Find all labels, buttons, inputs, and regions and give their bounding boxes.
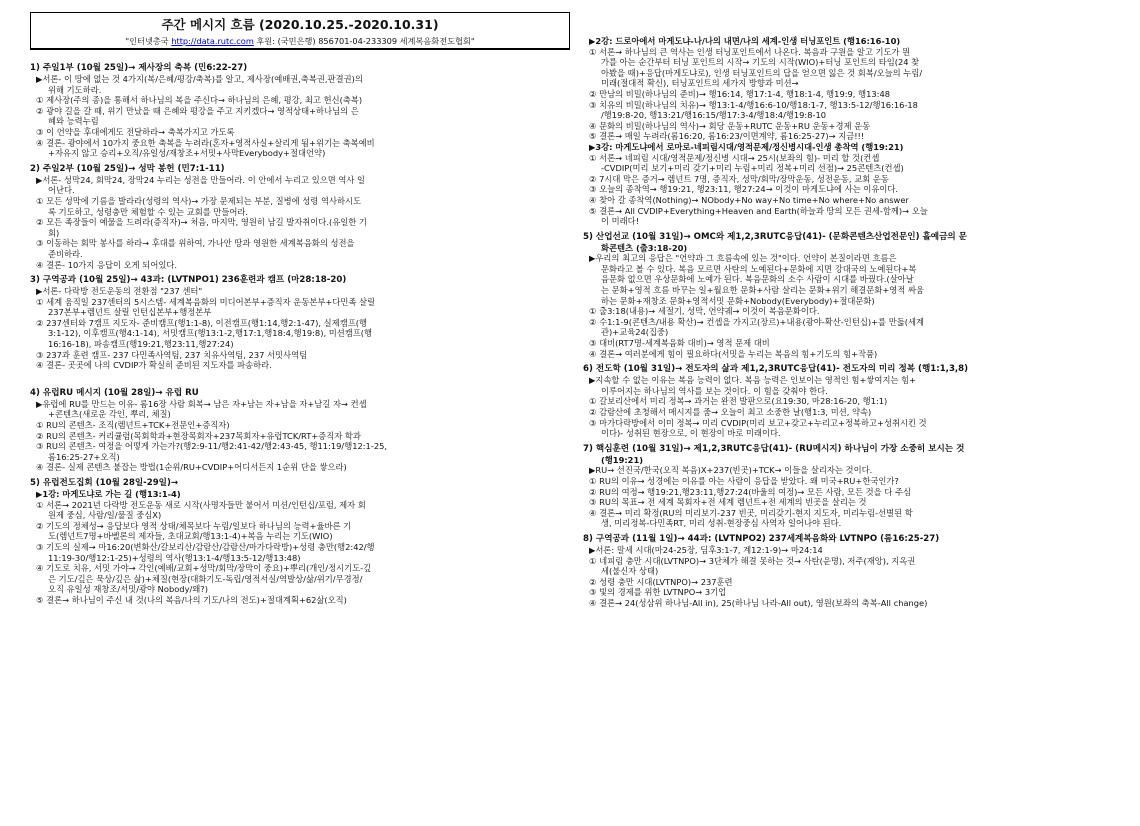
list-item: ① 출3:18(내용)→ 세절기, 성막, 언약궤→ 이것이 복음문화이다. <box>589 306 820 317</box>
section-heading: 2) 주일2부 (10월 25일)→ 성막 봉헌 (민7:1-11) <box>30 163 225 174</box>
list-item: ③ RU의 목표→ 전 세계 목회자+전 세계 렘넌트+전 세계의 빈곳을 살리는 것 <box>589 497 867 508</box>
continuation-line: 회) <box>48 227 60 238</box>
intro-line: ▶서론: 말세 시대(마24-25장, 딤후3:1-7, 계12:1-9)→ 마24:14 <box>589 544 823 555</box>
continuation-line: 롬16:25-27+오직) <box>48 451 120 462</box>
intro-line: ▶서론- 이 땅에 없는 것 4가지(복/은혜/평강/축복)를 알고, 제사장(예배권,축복권,판결권)의 <box>36 74 363 84</box>
continuation-line: +콘텐츠(새로운 각인, 뿌리, 체질) <box>48 409 171 420</box>
list-item: ① RU의 이유→ 성경에는 이유를 아는 사람이 응답을 받았다. 왜 미국+RU+한국인가? <box>589 475 899 486</box>
list-item: ① 서론→ 네피림 시대/영적문제/정신병 시대→ 25시(보좌의 힘)- 미리 할 것(컨셉 <box>589 152 880 163</box>
list-item: ⑤ 결론→ 매일 누려라(롬16:20, 롬16:23/이면계약, 롬16:25-27)→ 지금!!! <box>589 131 865 142</box>
list-item: ① RU의 콘텐츠- 조직(렘넌트+TCK+전문인+증직자) <box>36 420 230 431</box>
continuation-line: 생, 미리정복-다민족RT, 미리 성취-현장중심 사역자 일어나야 된다. <box>601 518 842 529</box>
list-item: ④ 결론→ 여러분에게 힘이 필요하다(서밋을 누리는 복음의 힘+기도의 힘+작품) <box>589 348 878 359</box>
list-item: ④ 문화의 비밀(하나님의 역사)→ 회당 운동+RUTC 운동+RU 운동+경제 운동 <box>589 120 871 131</box>
list-item: ② 7시대 막은 증거→ 렘넌트 7명, 증직자, 성막/회막/장막운동, 성전운동, 교회 운동 <box>589 173 889 184</box>
continuation-line: 준비하라. <box>48 248 83 259</box>
list-item: ③ 대비(RT7명-세계복음화 대비)→ 영적 문제 대비 <box>589 338 770 349</box>
page-title: 주간 메시지 흐름 (2020.10.25.-2020.10.31) <box>161 17 439 32</box>
intro-line: ▶2강: 드로아에서 마게도냐-나/나의 내면/나의 세계-인생 터닝포인트 (행16:16-10) <box>589 36 901 46</box>
list-item: ④ 결론→ 24(성삼위 하나님-All in), 25(하나님 나라-All out), 영원(보좌의 축복-All change) <box>589 597 928 608</box>
continuation-line: -CVDIP(미리 보기+미리 갖기+미리 누림+미리 정복+미리 선점)→ 25콘텐츠(컨셉) <box>601 163 904 174</box>
list-item: ③ 이동하는 회막 봉사를 하라→ 후대를 위하여, 가나안 땅과 영원한 세계복음화의 성전을 <box>36 238 355 249</box>
list-item: ② 기도의 정체성→ 응답보다 영적 상태/체목보다 누림/일보다 하나님의 능력+율바른 기 <box>36 520 352 531</box>
continuation-line: 화콘텐츠 (출3:18-20) <box>601 242 688 253</box>
list-item: ③ 치유의 비밀(하나님의 치유)→ 행13:1-4/행16:6-10/행18:1-7, 행13:5-12/행16:16-18 <box>589 99 918 110</box>
continuation-line: 세(불신자 상태) <box>601 566 659 577</box>
header-box <box>30 12 570 48</box>
list-item: ② 감람산에 초청해서 메시지를 줌→ 오늘이 최고 소중한 날(행1:3, 미션, 약속) <box>589 407 872 417</box>
header-prefix: "인터넷총국 <box>125 36 172 46</box>
website-link[interactable]: http://data.rutc.com <box>171 36 254 46</box>
list-item: ⑤ 결론→ All CVDIP+Everything+Heaven and Earth(하늘과 땅의 모든 권세-함께)→ 오늘 <box>589 205 928 216</box>
continuation-line: 록 기도하고, 성령충만 체험할 수 있는 교회를 만들어라. <box>48 206 249 217</box>
intro-line: ▶서론- 성막24, 회막24, 장막24 누리는 성전을 만들어라. 이 안에서 누리고 있으면 역사 일 <box>36 174 366 185</box>
continuation-line: 3:1-12), 이후캠프(행4:1-14), 서밋캠프(행13:1-2,행17:1,행18:4,행19:8), 미션캠프(행 <box>48 328 373 339</box>
list-item: ② 수1:1-9(콘텐츠/내용 확산)→ 컨셉을 가지고(장르)+내용(광야-확산-인턴십)+를 만듦(세계 <box>589 316 924 327</box>
right-body <box>583 36 1123 609</box>
section-heading: 8) 구역공과 (11월 1일)→ 44과: (LVTNPO2) 237세계복음화와 LVTNPO (롬16:25-27) <box>583 533 940 544</box>
list-item: ① 모든 성막에 기름을 발라라(성령의 역사)→ 가장 문제되는 부분, 질병에 성령 역사하시도 <box>36 195 362 206</box>
list-item: ① 네피림 충만 시대(LVTNPO)→ 3단체가 해결 못하는 것→ 사탄(운명), 저주(재앙), 지옥권 <box>589 555 916 566</box>
intro-line: ▶3강: 마게도냐에서 로마로-네피림시대/영적문제/정신병시대-인생 총착역 (행19:21) <box>589 141 904 152</box>
continuation-line: 어난다. <box>48 185 75 196</box>
continuation-line: 음문화 없으면 우상문화에 노예가 된다. 복음문화의 소수 사람이 시대를 바꿨다.(살아날 <box>601 274 914 285</box>
list-item: ③ 오늘의 종착역→ 행19:21, 행23:11, 행27:24→ 이것이 마게도냐에 사는 이유이다. <box>589 184 899 195</box>
section-heading: 5) 산업선교 (10월 31일)→ OMC와 제1,2,3RUTC응답(41)- (문화콘텐츠산업전문인) 흘예금의 문 <box>583 231 967 242</box>
continuation-line: 관)+교육24(집중) <box>601 327 669 338</box>
header-subtitle <box>31 36 569 47</box>
list-item: ④ 기도로 치유, 서밋 가야→ 각인(예배/교회+성막/회막/장막이 중요)+뿌리(개인/정시기도-깊 <box>36 563 372 574</box>
continuation-line: 이루어지는 하나님의 역사를 보는 것이다. 이 힘을 갖춰야 한다. <box>601 385 828 396</box>
continuation-line: 도(렘넌트7명+바벨론의 제자들, 초대교회/행13:1-4)+복음 누리는 기도(WIO) <box>48 531 333 542</box>
intro-line: ▶유럽에 RU를 만드는 이유- 롬16장 사람 회복→ 남은 자+남는 자+남을 자+남길 자→ 컨셉 <box>36 398 367 409</box>
continuation-line: 미래(절대적 확신), 터닝포인트의 세가지 방향과 미션→ <box>601 78 799 89</box>
list-item: ② 만남의 비밀(하나님의 준비)→ 행16:14, 행17:1-4, 행18:1-4, 행19:9, 행13:48 <box>589 88 891 99</box>
continuation-line: 아봤을 때)+응답(마게도냐로), 인생 터닝포인트의 답을 얻으면 잃은 것 회복/오늘의 누림/ <box>601 67 923 78</box>
continuation-line: 가를 아는 순간부터 터닝 포인트의 시작→ 기도의 시작(WIO)+터닝 포인트의 타임(24 찾 <box>601 57 920 68</box>
list-item: ② RU의 여정→ 행19:21,행23:11,행27:24(바울의 여정)→ 모든 사람, 모든 것을 다 주심 <box>589 486 911 497</box>
list-item: ② 성령 충만 시대(LVTNPO)→ 237훈련 <box>589 576 733 587</box>
header-suffix: 후원: (국민은행) 856701-04-233309 세계복음화전도협회" <box>253 36 475 46</box>
list-item: ④ 결론- 실제 콘텐츠 붙잡는 방법(1순위/RU+CVDIP+어디서든지 1순위 단을 쌓으라) <box>36 462 347 473</box>
list-item: ③ 빛의 경제를 위한 LVTNPO→ 3기업 <box>589 587 727 598</box>
continuation-line: 237본부+렘넌트 살릴 인턴십본부+행정본부 <box>48 307 212 318</box>
continuation-line: 11:19-30/행12:1-25)+성령의 역사(행13:1-4/행13:5-12/행13:48) <box>48 552 301 563</box>
list-item: ③ 이 언약을 후대에게도 전달하라→ 축복가지고 가도록 <box>36 126 235 137</box>
list-item: ② 237센터와 7캠프 지도자- 준비캠프(행1:1-8), 이전캠프(행1:14,행2:1-47), 실제캠프(행 <box>36 317 367 328</box>
list-item: ③ 마가다락방에서 이미 정복→ 미리 CVDIP(미리 보고+갖고+누리고+정복하고+성취시킨 것 <box>589 417 927 428</box>
list-item: ① 갈보리산에서 미리 정복→ 과거는 완전 발판으로(요19:30, 마28:16-20, 행1:1) <box>589 396 888 407</box>
left-body <box>30 63 570 606</box>
list-item: ① 서론→ 하나님의 큰 역사는 인생 터닝포인트에서 나온다. 복음과 구원을 알고 기도가 뭔 <box>589 46 911 57</box>
intro-line: ▶서론- 다락방 전도운동의 전환점 "237 센터" <box>36 286 203 297</box>
list-item: ① 서론→ 2021년 다락방 전도운동 새로 시작(사명자들만 붙어서 미션/인턴십/포럼, 제자 회 <box>36 499 366 510</box>
list-item: ③ 기도의 실제→ 마16:20(변화산/갈보리산/감람산/감람산/마가다락방)+성령 충만(행2:42/행 <box>36 541 375 552</box>
list-item: ④ 결론→ 미리 확정(RU의 미리보기-237 빈곳, 미리갖기-현지 지도자, 미리누림-선별된 학 <box>589 507 913 518</box>
list-item: ⑤ 결론→ 하나님이 주신 내 것(나의 복음/나의 기도/나의 전도)+절대계획+62삶(오직) <box>36 594 347 605</box>
section-heading: 4) 유럽RU 메시지 (10월 28일)→ 유럽 RU <box>30 387 199 398</box>
list-item: ④ 결론- 곳곳에 나의 CVDIP가 확실히 준비된 지도자를 파송하라. <box>36 360 272 371</box>
list-item: ③ 237과 훈련 캠프- 237 다민족사역팀, 237 치유사역팀, 237 서밋사역팀 <box>36 349 308 360</box>
section-gap <box>30 371 570 383</box>
list-item: ② 모든 족장들이 예물을 드려라(증직자)→ 처음, 마지막, 영원히 남길 발자취이다.(유일한 기 <box>36 217 367 228</box>
list-item: ④ 찾아 갈 종착역(Nothing)→ NObody+No way+No time+No where+No answer <box>589 194 909 205</box>
continuation-line: 혜와 능력누림 <box>48 116 99 127</box>
section-heading: 6) 전도학 (10월 31일)→ 전도자의 삶과 제1,2,3RUTC응답(41)- 전도자의 미리 정복 (행1:1,3,8) <box>583 364 969 375</box>
intro-line: ▶우리의 최고의 응답은 "언약과 그 흐름속에 있는 것"이다. 언약이 본질이라면 흐름은 <box>589 253 897 264</box>
section-heading: 7) 핵심훈련 (10월 31일)→ 제1,2,3RUTC응답(41)- (RU메시지) 하나님이 가장 소중히 보시는 것 <box>583 443 965 454</box>
list-item: ① 세계 움직일 237센터의 5시스템- 세계복음화의 미디어본부+증직자 운동본부+다민족 살릴 <box>36 296 376 307</box>
continuation-line: 문화라고 볼 수 있다. 복음 모르면 사탄의 노예된다+문화에 지면 강대국의 노예된다+복 <box>601 263 917 274</box>
intro-line: ▶RU→ 선진국/한국(오직 복음)X+237(빈곳)+TCK→ 이들을 살리자는 것이다. <box>589 465 873 476</box>
continuation-line: (행19:21) <box>601 454 644 465</box>
continuation-line: 이 미래다! <box>601 216 640 227</box>
continuation-line: 하는 문화+재창조 문화+영적서밋 문화+Nobody(Everybody)+절대문화) <box>601 295 875 306</box>
intro-line: ▶지속할 수 없는 이유는 복음 능력이 없다. 복음 능력은 인보이는 영적인 힘+쌓여지는 힘+ <box>589 375 917 386</box>
continuation-line: 16:16-18), 파송캠프(행19:21,행23:11,행27:24) <box>48 339 234 350</box>
continuation-line: 는 문화+영적 흐름 바꾸는 일+월요한 문화+사람 살리는 문화+위기 해결문화+영적 싸움 <box>601 285 924 296</box>
list-item: ① 제사장(주의 종)을 통해서 하나님의 복을 주신다→ 하나님의 은혜, 평강, 최고 헌신(축복) <box>36 95 363 106</box>
list-item: ③ RU의 콘텐츠- 여정을 어떻게 가는가?(행2:9-11/행2:41-42/행2:43-45, 행11:19/행12:1-25, <box>36 441 388 452</box>
right-column <box>583 36 1123 826</box>
continuation-line: 오직 유일성 재창조/서밋/광야 Nobody/왜?) <box>48 584 208 595</box>
section-heading: 3) 구역공과 (10월 25일)→ 43과: (LVTNPO1) 236훈련과 캠프 (마28:18-20) <box>30 275 347 286</box>
list-item: ② RU의 콘텐츠- 커리큘럼(목회학과+현장목회자+237목회자+유럽TCK/RT+증직자 학과 <box>36 430 361 441</box>
section-heading: 1) 주일1부 (10월 25일)→ 제사장의 축복 (민6:22-27) <box>30 63 248 73</box>
continuation-line: /행19:8-20, 행13:21/행16:15/행17:3-4/행18:4/행19:8-10 <box>601 110 827 121</box>
intro-line: ▶1강: 마게도냐로 가는 길 (행13:1-4) <box>36 489 181 499</box>
continuation-line: 은 기도/깊은 묵상/깊은 삶)+체질(현장(대화기도-독립/영적서실/역발상/삶/위기/무경정/ <box>48 573 363 584</box>
left-column <box>30 12 570 802</box>
continuation-line: +자유지 않고 승리+오직/유일성/재창조+서밋+사막Everybody+절대언약) <box>48 148 326 159</box>
section-heading: 5) 유럽전도집회 (10월 28일-29일)→ <box>30 478 179 488</box>
continuation-line: 원제 중심, 사람/일/물질 중심X) <box>48 510 162 521</box>
list-item: ② 광야 길을 갈 때, 위기 만났을 때 은혜와 평강을 주고 지키겠다→ 영적상태+하나님의 은 <box>36 105 359 116</box>
header-spacer <box>30 50 570 58</box>
continuation-line: 이다)- 성취된 현장으로, 이 현장이 바로 미래이다. <box>601 428 781 439</box>
list-item: ④ 결론- 광야에서 10가지 중요한 축복을 누려라(혼자+영적사실+살리게 됨+위기는 축복예비 <box>36 137 375 148</box>
list-item: ④ 결론- 10가지 응답이 오게 되어있다. <box>36 259 178 270</box>
continuation-line: 위해 기도하라. <box>48 84 102 95</box>
